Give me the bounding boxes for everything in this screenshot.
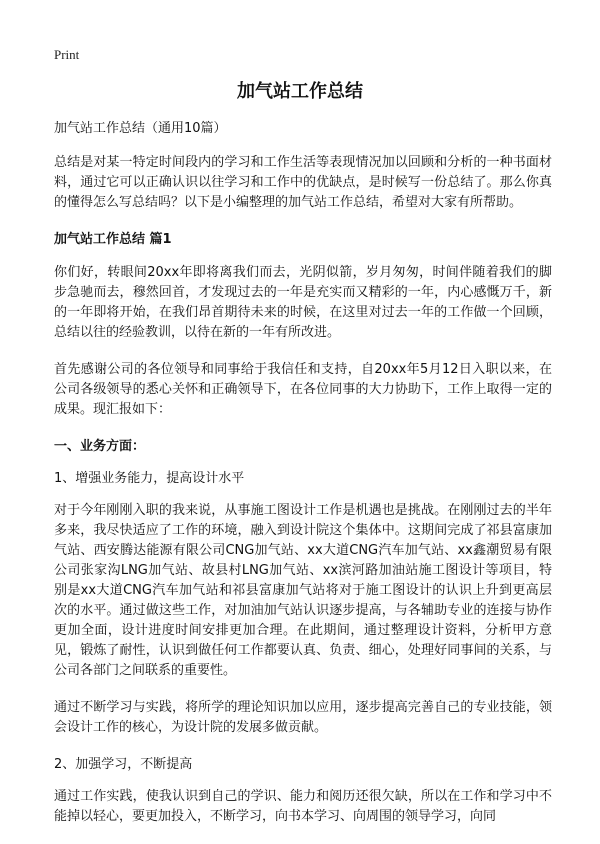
section-heading: 加气站工作总结 篇1 (54, 232, 172, 247)
sub-heading: 2、加强学习，不断提高 (54, 757, 193, 772)
paragraph: 通过不断学习与实践，将所学的理论知识加以应用，逐步提高完善自己的专业技能，领会设计工作的核心，为设计院的发展多做贡献。 (54, 700, 552, 735)
paragraph: 你们好，转眼间20xx年即将离我们而去，光阴似箭，岁月匆匆，时间伴随着我们的脚步急驰而去，穆然回首，才发现过去的一年是充实而又精彩的一年，内心感慨万千，新的一年即将开始，在我们昂首期待未来的时候，在这里对过去一年的工作做一个回顾，总结以往的经验教训，以待在新的一年有所改进。 (54, 265, 552, 340)
sub-heading: 1、增强业务能力，提高设计水平 (54, 471, 245, 486)
paragraph: 通过工作实践，使我认识到自己的学识、能力和阅历还很欠缺，所以在工作和学习中不能掉以轻心，要更加投入，不断学习，向书本学习、向周围的领导学习，向同 (54, 789, 552, 824)
document-body (54, 119, 552, 844)
document-title: 加气站工作总结 (237, 81, 363, 102)
print-link[interactable]: Print (54, 47, 80, 62)
paragraph: 对于今年刚刚入职的我来说，从事施工图设计工作是机遇也是挑战。在刚刚过去的半年多来，我尽快适应了工作的环境，融入到设计院这个集体中。这期间完成了祁县富康加气站、西安腾达能源有限公司CNG加气站、xx大道CNG汽车加气站、xx鑫潮贸易有限公司张家沟LNG加气站、故县村LNG加气站、xx滨河路加油站施工图设计等项目，特别是xx大道CNG汽车加气站和祁县富康加气站将对于施工图设计的认识上升到更高层次的水平。通过做这些工作，对加油加气站认识逐步提高，与各辅助专业的连接与协作更加全面，设计进度时间安排更加合理。在此期间，通过整理设计资料，分析甲方意见，锻炼了耐性，认识到做任何工作都要认真、负责、细心，处理好同事间的关系，与公司各部门之间联系的重要性。 (54, 503, 552, 678)
intro-paragraph: 总结是对某一特定时间段内的学习和工作生活等表现情况加以回顾和分析的一种书面材料，通过它可以正确认识以往学习和工作中的优缺点，是时候写一份总结了。那么你真的懂得怎么写总结吗？以下是小编整理的加气站工作总结，希望对大家有所帮助。 (54, 155, 552, 210)
paragraph: 首先感谢公司的各位领导和同事给于我信任和支持，自20xx年5月12日入职以来，在公司各级领导的悉心关怀和正确领导下，在各位同事的大力协助下，工作上取得一定的成果。现汇报如下： (54, 362, 552, 417)
business-heading: 一、业务方面： (54, 439, 146, 454)
document-subtitle: 加气站工作总结（通用10篇） (54, 121, 227, 136)
